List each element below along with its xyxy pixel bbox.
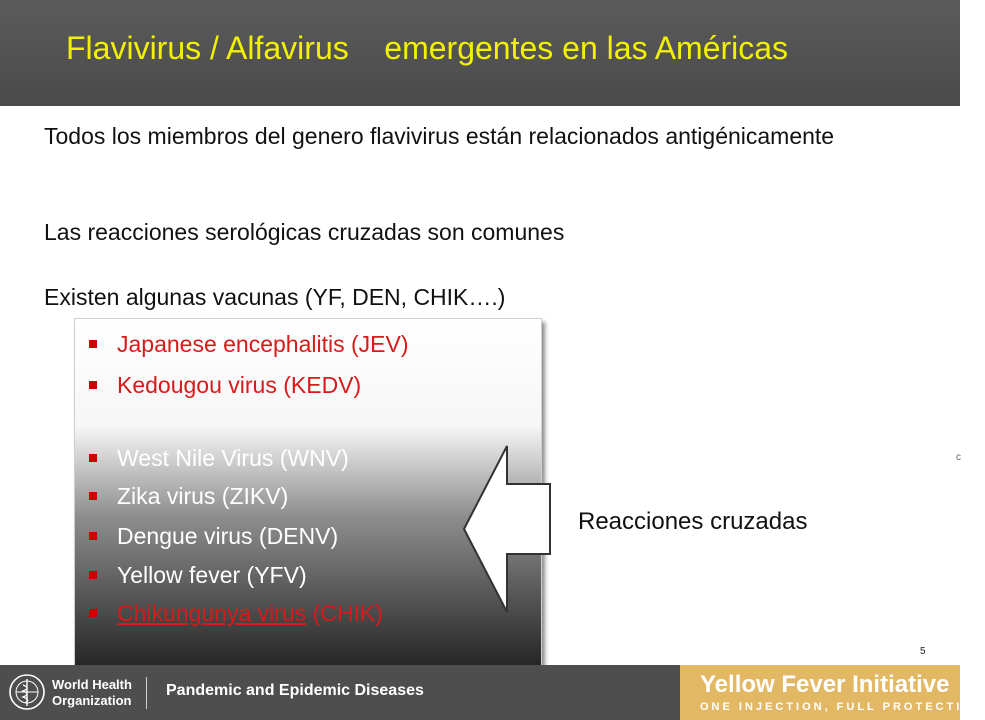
square-bullet-icon [89, 532, 97, 540]
bullet-serologic: Las reacciones serológicas cruzadas son comunes [44, 219, 565, 245]
square-bullet-icon [89, 454, 97, 462]
virus-label-kedv: Kedougou virus (KEDV) [117, 372, 362, 398]
virus-label-wnv: West Nile Virus (WNV) [117, 445, 349, 471]
square-bullet-icon [89, 381, 97, 389]
who-name-line2: Organization [52, 693, 132, 708]
cross-reaction-label: Reacciones cruzadas [578, 508, 808, 535]
chikungunya-link[interactable]: Chikungunya virus [117, 600, 307, 626]
chik-suffix: (CHIK) [306, 600, 383, 626]
who-name-line1: World Health [52, 677, 132, 692]
left-arrow-icon [462, 444, 552, 614]
virus-label-yfv: Yellow fever (YFV) [117, 562, 307, 588]
stray-mark: c [956, 452, 961, 463]
virus-label-zikv: Zika virus (ZIKV) [117, 483, 289, 509]
list-item [89, 370, 361, 400]
list-item [89, 521, 338, 551]
slide-title: Flavivirus / Alfavirus emergentes en las Américas [66, 30, 789, 66]
who-name [52, 677, 132, 709]
square-bullet-icon [89, 609, 97, 617]
bullet-vaccines: Existen algunas vacunas (YF, DEN, CHIK….) [44, 284, 506, 310]
footer-bar [0, 665, 985, 720]
list-item [89, 329, 409, 359]
bullet-antigenic: Todos los miembros del genero flavivirus están relacionados antigénicamente [44, 123, 835, 149]
square-bullet-icon [89, 340, 97, 348]
list-item [89, 443, 349, 473]
who-emblem-icon [8, 673, 46, 711]
square-bullet-icon [89, 571, 97, 579]
virus-label-jev: Japanese encephalitis (JEV) [117, 331, 409, 357]
initiative-banner [680, 665, 985, 720]
square-bullet-icon [89, 492, 97, 500]
footer-divider [146, 677, 147, 709]
slide-header [0, 0, 960, 106]
list-item [89, 560, 307, 590]
program-label: Pandemic and Epidemic Diseases [166, 682, 424, 699]
virus-label-denv: Dengue virus (DENV) [117, 523, 339, 549]
initiative-tagline: ONE INJECTION, FULL PROTECTION [700, 701, 985, 713]
page-number: 5 [920, 646, 926, 657]
list-item [89, 481, 288, 511]
list-item[interactable] [89, 598, 383, 628]
initiative-title: Yellow Fever Initiative [700, 671, 950, 698]
